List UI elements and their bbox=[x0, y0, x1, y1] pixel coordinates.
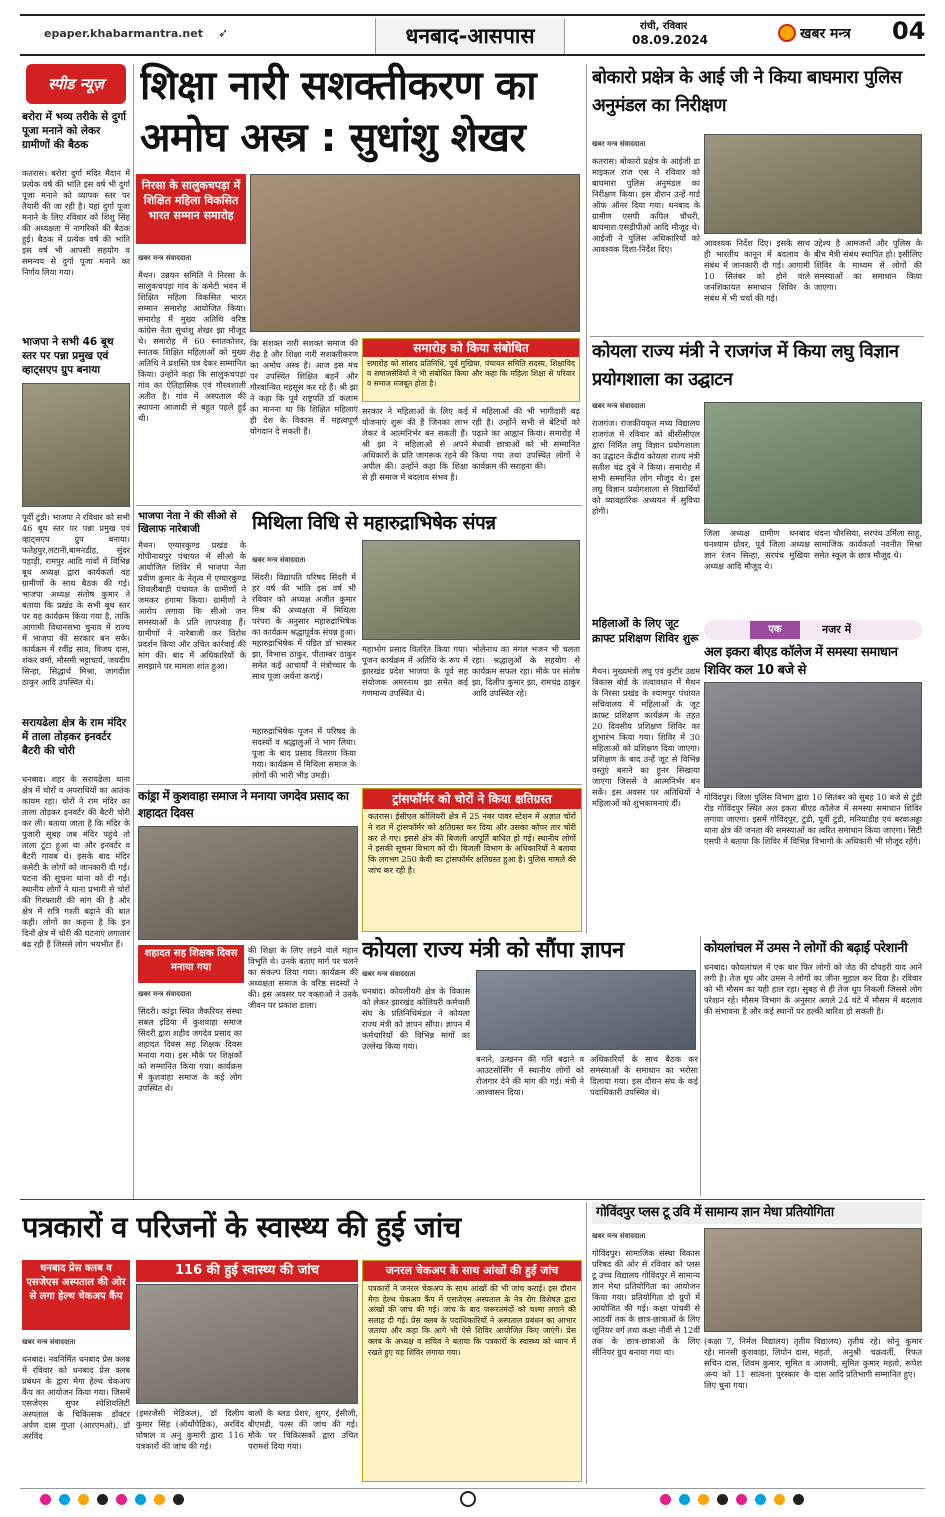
coal1-t1: धनबाद। कोयलीयरी क्षेत्र के विकास को लेकर झारखंड कोलियरी कर्मचारी संघ के प्रतिनिधिमंडल ने कोयला राज्य मंत्री को ज्ञापन सौंपा। ज्ञापन में कर्मचारियों की विभिन्न मांगों का उल्लेख किया गया। bbox=[362, 986, 470, 1051]
nazar-text: गोविंदपुर। जिला पुलिस विभाग द्वारा 10 सितंबर को सुबह 10 बजे से टुंडी रोड गोविंदपुर स्थित अल इकरा बीएड कॉलेज में समस्या समाधान शिविर लगाया जाएगा। इसमें गोविंदपुर, टुंडी, पूर्वी टुंडी, मनियाडीह एवं बरवाअड्डा थाना क्षेत्र की जनता की समस्याओं का त्वरित समाधान किया जाएगा। सिटी एसपी ने बताया कि शिविर में विभिन्न विभागों के अधिकारी भी मौजूद रहेंगे। bbox=[704, 792, 922, 846]
lead-t1: मैथन। उन्नयन समिति ने निरसा के सालुकचपड़ा गांव के कमेटी भवन में शिक्षित महिला विकसित भारत सम्मान समारोह आयोजित किया। समारोह में मुख्य अतिथि वरिष्ठ कांग्रेस नेता सुधांशु शेखर झा मौजूद थे। समारोह में 60 स्नातकोत्तर, स्नातक शिक्षित महिलाओं को मुख्य अतिथि ने प्रशस्ति पत्र देकर सम्मानित किया। उन्होंने कहा कि सालुकचपड़ा गांव का ऐतिहासिक एवं गौरवशाली अतीत है। गांव में अस्पताल की स्थापना आजादी से बहुत पहले हुई थी। bbox=[138, 270, 246, 423]
city-day: रांची, रविवार bbox=[640, 21, 688, 32]
nazar-label-1: एक bbox=[750, 621, 800, 639]
coal1-byline: खबर मन्त्र संवाददाता bbox=[362, 970, 416, 978]
col-divider-1 bbox=[133, 64, 134, 1199]
lead-t4: में महिलाओं की भी भागीदारी बढ़ रही है। उन्होंने सभी से बेटियों को पढ़ाने का आह्वान किया। समारोह में मेधावी छात्राओं को भी सम्मानित किया गया तथा उपस्थित लोगों ने कार्यक्रम की सराहना की। bbox=[472, 406, 580, 471]
speed-news-h3: सरायढेला क्षेत्र के राम मंदिर में ताला तोड़कर इनवर्टर बैटरी की चोरी bbox=[22, 717, 127, 757]
coal1-t2: बनाने, उत्खनन की गति बढ़ाने व आउटसोर्सिंग में स्थानीय लोगों को रोजगार देने की मांग की गई। मंत्री ने आश्वासन दिया। bbox=[476, 1054, 584, 1097]
registration-dot bbox=[154, 1494, 165, 1505]
coal1-photo bbox=[476, 970, 696, 1050]
registration-dot bbox=[40, 1494, 51, 1505]
speed-news-t1: कतरास। बरोरा दुर्गा मंदिर मैदान में प्रत्येक वर्ष की भांति इस वर्ष भी दुर्गा पूजा मनाने को व्यापक स्तर पर तैयारी की जा रही है। यहां दुर्गा पूजा मनाने के लिए रविवार को शिशु सिंह की अध्यक्षता में नागरिकों की बैठक हुई। बैठक में प्रत्येक वर्ष की भांति इस वर्ष भी आपसी सहयोग व समन्वय से दुर्गा पूजा मनाने का निर्णय लिया गया। bbox=[22, 168, 130, 277]
lead-box bbox=[362, 338, 580, 402]
nazar-banner bbox=[704, 620, 922, 640]
registration-dot bbox=[173, 1494, 184, 1505]
col-divider-2 bbox=[586, 64, 587, 934]
coal2-t1: राजगंज। राजकीयकृत मध्य विद्यालय राजगंज में रविवार को बीसीसीएल द्वारा निर्मित लघु विज्ञान प्रयोगशाला का उद्घाटन केंद्रीय कोयला राज्य मंत्री सतीश चंद्र दुबे ने किया। समारोह में सभी सम्मानित लोग मौजूद थे। इस लघु विज्ञान प्रयोगशाला से विद्यार्थियों को व्यावहारिक अध्ययन में सुविधा होगी। bbox=[592, 418, 700, 516]
health-t2: (इमरजेंसी मेडिकल), डॉ दिलीप कुमार सिंह (ऑर्थोपेडिक), अरविंद घोषाल व अनु कुमारी द्वारा 116 पत्रकारों की जांच की गई। bbox=[136, 1408, 244, 1451]
speed-news-t3: धनबाद। शहर के सरायढेला थाना क्षेत्र में चोरों व अपराधियों का आतंक कायम रहा। चोरों ने राम मंदिर का ताला तोड़कर इनवर्टर की बैटरी चोरी कर ली। बताया जाता है कि मंदिर के पुजारी सुबह जब मंदिर पहुंचे तो ताला टूटा हुआ था और इनवर्टर व बैटरी गायब थे। इसके बाद मंदिर कमेटी के लोगों को जानकारी दी गई। घटना की सूचना थाना को दी गई। स्थानीय लोगों ने थाना प्रभारी से चोरों की गिरफ्तारी की मांग की है और क्षेत्र में रात्रि गश्ती बढ़ाने की बात कही। लोगों का कहना है कि इन दिनों क्षेत्र में चोरी की घटनाएं लगातार बढ़ रही हैं जिससे लोग भयभीत हैं। bbox=[22, 774, 130, 949]
speed-news-logo bbox=[26, 64, 126, 104]
registration-dot bbox=[679, 1494, 690, 1505]
nazar-headline: अल इकरा बीएड कॉलेज में समस्या समाधान शिविर कल 10 बजे से bbox=[704, 645, 898, 678]
cursor-icon: ➶ bbox=[218, 26, 229, 40]
mithila-photo bbox=[362, 540, 580, 640]
registration-dot bbox=[660, 1494, 671, 1505]
kandra-headline: कांड्रा में कुशवाहा समाज ने मनाया जगदेव प्रसाद का शहादत दिवस bbox=[138, 789, 349, 820]
lead-box-text: समारोह को सांसद प्रतिनिधि, पूर्व मुखिया, पंचायत समिति सदस्य, शिक्षाविद व समाजसेवियों ने भी संबोधित किया और कहा कि महिला शिक्षा से परिवार व समाज मजबूत होता है। bbox=[367, 359, 575, 388]
footer-bar bbox=[20, 1488, 925, 1510]
registration-dots-left bbox=[40, 1494, 184, 1505]
health-box2 bbox=[362, 1260, 582, 1482]
registration-dot bbox=[717, 1494, 728, 1505]
health-box2-title: जनरल चेकअप के साथ आंखों की हुई जांच bbox=[363, 1261, 581, 1281]
registration-dot bbox=[59, 1494, 70, 1505]
quiz-photo bbox=[704, 1228, 922, 1332]
bokaro-photo bbox=[704, 134, 922, 234]
brand-logo-icon bbox=[778, 24, 796, 42]
health-box-title: 116 की हुई स्वास्थ्य की जांच bbox=[136, 1260, 358, 1282]
coal2-photo bbox=[704, 402, 922, 524]
bokaro-t1: कतरास। बोकारो प्रक्षेत्र के आईजी डा माइकल राज एस ने रविवार को बाघमारा पुलिस अनुमंडल का निरीक्षण किया। इस दौरान उन्हें गार्ड ऑफ ऑनर दिया गया। धनबाद के ग्रामीण एसपी कपिल चौधरी, बाघमारा एसडीपीओ आदि मौजूद थे। आईजी ने पुलिस अधिकारियों को आवश्यक दिशा-निर्देश दिए। bbox=[592, 156, 700, 254]
registration-dot bbox=[755, 1494, 766, 1505]
lead-byline: खबर मन्त्र संवाददाता bbox=[138, 254, 192, 262]
kandra-red: शहादत सह शिक्षक दिवस मनाया गया bbox=[138, 945, 244, 983]
mithila-t4: भोलेनाथ का मंगल भजन भी चलता रहा। श्रद्धालुओं के सहयोग से कार्यक्रम सफल रहा। मौके पर संतोष झा, दिलीप कुमार झा, रामचंद्र ठाकुर आदि उपस्थित रहे। bbox=[472, 644, 580, 698]
health-t3: वालों के ब्लड प्रेशर, शुगर, ईसीजी, बीएमडी, पल्स की जांच की गई। मौके पर चिकित्सकों द्वारा उचित परामर्श दिया गया। bbox=[248, 1408, 358, 1451]
lead-photo bbox=[250, 174, 580, 332]
mithila-t1: सिंदरी। विद्यापति परिषद सिंदरी में हर वर्ष की भांति इस वर्ष भी रविवार को अध्यक्ष अजीत कुमार मिश्र की अध्यक्षता में मिथिला परंपरा के अनुसार महारुद्राभिषेक का कार्यक्रम श्रद्धापूर्वक संपन्न हुआ। महारुद्राभिषेक में पंडित डॉ भास्कर झा, विभास ठाकुर, पीताम्बर ठाकुर समेत कई आचार्यों ने मंत्रोच्चार के साथ पूजा अर्चना कराई। bbox=[252, 572, 356, 681]
lead-box-title: समारोह को किया संबोधित bbox=[363, 339, 579, 357]
col-divider-4 bbox=[586, 1202, 587, 1484]
registration-dot bbox=[736, 1494, 747, 1505]
nazar-photo bbox=[704, 682, 922, 788]
bottom-section-rule bbox=[20, 1199, 925, 1200]
health-byline: खबर मन्त्र संवाददाता bbox=[22, 1338, 76, 1346]
date: 08.09.2024 bbox=[632, 33, 708, 47]
coal1-headline: कोयला राज्य मंत्री को सौंपा ज्ञापन bbox=[362, 938, 624, 963]
speed-news-t2: पूर्वी टुंडी। भाजपा ने रविवार को सभी 46 बूथ स्तर पर पन्ना प्रमुख एवं व्हाट्सएप ग्रुप बनाया। फतेहपुर,लटानी,बामनडीह, सुंदर पहाड़ी, रामपुर आदि गांवों में विभिन्न बूथ अध्यक्ष द्वारा कार्यकर्ता वह ग्रामीणों के साथ बैठक की गई। भाजपा अध्यक्ष संतोष कुमार ने बताया कि प्रखंड के सभी बूथ स्तर पर यह कार्यक्रम किया गया है, ताकि आगामी विधानसभा चुनाव में राज्य में भाजपा की सरकार बन सके। कार्यक्रम में रवींद्र साव, विजय दास, शंकर वर्मा, मौसमी भट्टाचार्य, जयदीप सिन्हा, सिद्धार्थ मिश्रा, जागदीश ठाकुर आदि उपस्थित थे। bbox=[22, 512, 130, 687]
coal2-t3: चंदना चौरसिया, सरपंच उर्मिला साहू, सामाजिक कार्यकर्ता नवनीत मिश्रा समेत स्कूल के छात्र मौजूद थे। bbox=[814, 528, 922, 560]
kandra-t1: सिंदरी। कांड्रा स्थित जैकरियर संस्था सबल इंडिया में कुशवाहा समाज सिंदरी द्वारा शहीद जगदेव प्रसाद का शहादत दिवस सह शिक्षक दिवस मनाया गया। इस मौके पर शिक्षकों को सम्मानित किया गया। कार्यक्रम में कुशवाहा समाज के कई लोग उपस्थित थे। bbox=[138, 1006, 242, 1093]
health-red: धनबाद प्रेस क्लब व एसजेएस अस्पताल की ओर से लगा हेल्थ चेकअप कैंप bbox=[22, 1260, 130, 1330]
lead-tag: निरसा के सालुकचपड़ा में शिक्षित महिला विकसित भारत सम्मान समारोह bbox=[136, 174, 246, 244]
bokaro-bottom-rule bbox=[590, 336, 924, 337]
quiz-byline: खबर मन्त्र संवाददाता bbox=[592, 1232, 646, 1240]
registration-dots-right bbox=[660, 1494, 804, 1505]
weather-headline: कोयलांचल में उमस ने लोगों की बढ़ाई परेशानी bbox=[704, 941, 908, 956]
quiz-headline: गोविंदपुर प्लस टू उवि में सामान्य ज्ञान मेधा प्रतियोगिता bbox=[592, 1202, 922, 1224]
mithila-headline: मिथिला विधि से महारुद्राभिषेक संपन्न bbox=[252, 512, 496, 534]
speed-news-logo-text: स्पीड न्यूज़ bbox=[48, 75, 104, 93]
coal2-t2: जिला अध्यक्ष ग्रामीण धनबाद घनश्याम ग्रोवर, पूर्व जिला अध्यक्ष ज्ञान रंजन सिन्हा, सरपंच मुखिया अध्यक्ष आदि मौजूद थे। bbox=[704, 528, 810, 571]
section-title: धनबाद-आसपास bbox=[375, 18, 565, 54]
weather-text: धनबाद। कोयलांचल में एक बार फिर लोगों को जेठ की दोपहरी याद आने लगी है। तेज धूप और उमस ने लोगों का जीना मुहाल कर दिया है। रविवार को भी मौसम का यही हाल रहा। सुबह से ही तेज धूप निकली जिससे लोग परेशान रहे। मौसम विभाग के अनुसार अगले 24 घंटे में मौसम में बदलाव की संभावना है और कई स्थानों पर हल्की बारिश हो सकती है। bbox=[704, 962, 922, 1016]
jute-headline: महिलाओं के लिए जूट क्राफ्ट प्रशिक्षण शिविर शुरू bbox=[592, 617, 699, 645]
page-header bbox=[0, 0, 945, 60]
health-t1: धनबाद। नवनिर्मित धनबाद प्रेस क्लब में रविवार को धनबाद प्रेस क्लब प्रबंधन के द्वारा मेगा हेल्थ चेकअप कैंप का आयोजन किया गया। जिसमें एसजेएस सुपर स्पेशियलिटी अस्पताल के चिकित्सक डॉक्टर अर्पण दास गुप्ता (आरएमओ), डॉ अरविंद bbox=[22, 1354, 130, 1441]
bokaro-byline: खबर मन्त्र संवाददाता bbox=[592, 140, 646, 148]
health-box2-text: पत्रकारों ने जनरल चेकअप के साथ आंखों की भी जांच कराई। इस दौरान मेगा हेल्थ चेकअप कैंप में एसजेएस अस्पताल के नेत्र रोग विशेषज्ञ द्वारा आंखों की जांच की गई। जांच के बाद जरूरतमंदों को चश्मा लगाने की सलाह दी गई। प्रेस क्लब के पदाधिकारियों ने अस्पताल प्रबंधन का आभार जताया और कहा कि आगे भी ऐसे शिविर आयोजित किए जाएंगे। प्रेस क्लब के अध्यक्ष व सचिव ने बताया कि पत्रकारों के स्वास्थ्य को ध्यान में रखते हुए यह शिविर लगाया गया। bbox=[368, 1284, 576, 1357]
col-divider-3 bbox=[700, 936, 701, 1196]
registration-dot bbox=[774, 1494, 785, 1505]
jute-text: मैथन। मुख्यमंत्री लघु एवं कुटीर उद्यम विकास बोर्ड के तत्वावधान में मैथन के निरसा प्रखंड के श्यामपुर पंचायत सचिवालय में महिलाओं के जूट क्राफ्ट प्रशिक्षण कार्यक्रम के तहत 20 दिवसीय प्रशिक्षण शिविर का शुभारंभ किया गया। शिविर में 30 महिलाओं को प्रशिक्षण दिया जाएगा। प्रशिक्षण के बाद उन्हें जूट से विभिन्न वस्तुएं बनाने का हुनर सिखाया जाएगा जिससे वे आत्मनिर्भर बन सकें। इस अवसर पर अतिथियों ने महिलाओं को शुभकामनाएं दीं। bbox=[592, 666, 700, 808]
bokaro-t3: उद्देश्य है आमजनों और पुलिस के बीच मैत्री संबंध स्थापित हो। इसीलिए शिविर के माध्यम से लोगों की समस्याओं का समाधान किया जाएगा। bbox=[814, 238, 922, 292]
lead-bottom-rule bbox=[136, 505, 582, 506]
transformer-box bbox=[362, 788, 582, 932]
transformer-text: कतरास। ईसीएल कोलियरी क्षेत्र में 25 नंबर पावर स्टेशन में अज्ञात चोरों ने रात में ट्रांसफॉर्मर को क्षतिग्रस्त कर दिया और उसका कॉपर तार चोरी कर ले गए। इससे क्षेत्र की बिजली आपूर्ति बाधित हो गई। स्थानीय लोगों ने इसकी सूचना विभाग को दी। बिजली विभाग के अधिकारियों ने बताया कि लगभग 250 केवी का ट्रांसफॉर्मर क्षतिग्रस्त हुआ है। पुलिस मामले की जांच कर रही है। bbox=[368, 812, 576, 875]
nazar-label-2: नजर में bbox=[822, 623, 852, 636]
bjp-meeting-photo bbox=[22, 383, 130, 507]
registration-target-icon bbox=[460, 1491, 476, 1507]
speed-news-h2: भाजपा ने सभी 46 बूथ स्तर पर पन्ना प्रमुख एवं व्हाट्सएप ग्रुप बनाया bbox=[22, 336, 114, 376]
brand-name: खबर मन्त्र bbox=[800, 26, 851, 42]
lead-t3: सरकार ने महिलाओं के लिए कई योजनाएं शुरू की हैं जिनका लाभ लेकर वे आत्मनिर्भर बन सकती हैं। श्री झा ने महिलाओं से अपने अधिकारों के प्रति जागरूक रहने की अपील की। उन्होंने कहा कि शिक्षा से ही समाज में बदलाव संभव है। bbox=[362, 406, 468, 482]
lead-headline: शिक्षा नारी सशक्तीकरण का अमोघ अस्त्र : सुधांशु शेखर bbox=[140, 63, 537, 161]
health-photo bbox=[136, 1284, 358, 1404]
mithila-t3: महाभोग प्रसाद वितरित किया गया। पूजन कार्यक्रम में अतिथि के रूप में झारखंड प्रदेश भाजपा के पूर्व सह संयोजक अमरनाथ झा समेत कई गणमान्य उपस्थित थे। bbox=[362, 644, 468, 698]
registration-dot bbox=[97, 1494, 108, 1505]
quiz-t3: विद्यालय) तृतीय रहे। सोनू कुमार महतो, अनुश्री चक्रवर्ती, रिफत आजमी, सुमित कुमार महतो, रूपेश दास आदि प्रतिभागी सम्मानित हुए। bbox=[814, 1336, 922, 1379]
transformer-headline: ट्रांसफॉर्मर को चोरों ने किया क्षतिग्रस्त bbox=[363, 789, 581, 809]
coal1-t3: अधिकारियों के साथ बैठक कर समस्याओं के समाधान का भरोसा दिलाया गया। इस दौरान संघ के कई पदाधिकारी उपस्थित थे। bbox=[590, 1054, 698, 1097]
quiz-t1: गोविंदपुर। सामाजिक संस्था विकास परिषद की ओर से रविवार को प्लस टू उच्च विद्यालय गोविंदपुर में सामान्य ज्ञान मेधा प्रतियोगिता का आयोजन किया गया। प्रतियोगिता दो ग्रुपों में आयोजित की गई। कक्षा पांचवीं से आठवीं तक के छात्र-छात्राओं के लिए जूनियर वर्ग तथा कक्षा नौवीं से 12वीं तक के छात्र-छात्राओं के लिए सीनियर ग्रुप बनाया गया था। bbox=[592, 1248, 700, 1357]
registration-dot bbox=[78, 1494, 89, 1505]
coal2-byline: खबर मन्त्र संवाददाता bbox=[592, 402, 646, 410]
sub-left-headline: भाजपा नेता ने की सीओ से खिलाफ नारेबाजी bbox=[138, 511, 237, 535]
registration-dot bbox=[793, 1494, 804, 1505]
kandra-byline: खबर मन्त्र संवाददाता bbox=[138, 990, 192, 998]
mithila-bottom-rule bbox=[136, 784, 582, 785]
page-number: 04 bbox=[892, 17, 926, 45]
mithila-t2: महारुद्राभिषेक पूजन में परिषद के सदस्यों व श्रद्धालुओं ने भाग लिया। पूजा के बाद प्रसाद वितरण किया गया। कार्यक्रम में मिथिला समाज के लोगों की भारी भीड़ उमड़ी। bbox=[252, 726, 356, 780]
registration-dot bbox=[698, 1494, 709, 1505]
lead-t2: कि सशक्त नारी सशक्त समाज की रीढ़ है और शिक्षा नारी सशक्तीकरण का अमोघ अस्त्र है। आज इस मंच पर उपस्थित शिक्षित बहनें और गौरवान्वित महसूस कर रहे हैं। श्री झा ने कहा कि पूर्व राष्ट्रपति डॉ कलाम का मानना था कि शिक्षित महिलाएं ही देश के विकास में महत्वपूर्ण योगदान दे सकती हैं। bbox=[250, 338, 358, 436]
registration-dot bbox=[135, 1494, 146, 1505]
mithila-byline: खबर मन्त्र संवाददाता bbox=[252, 556, 306, 564]
bokaro-t2: आवश्यक निर्देश दिए। इसके साथ ही भारतीय कानून में बदलाव के संबंध में जानकारी दी गई। आगामी 10 सितंबर को होने वाले जनशिकायत समाधान शिविर के संबंध में भी चर्चा की गई। bbox=[704, 238, 810, 303]
speed-news-h1: बरोरा में भव्य तरीके से दुर्गा पूजा मनाने को लेकर ग्रामीणों की बैठक bbox=[22, 111, 127, 151]
site-url[interactable]: epaper.khabarmantra.net bbox=[44, 27, 203, 40]
kandra-t2: की शिक्षा के लिए लड़ने वाले महान विभूति थे। उनके बताए मार्ग पर चलने का संकल्प लिया गया। कार्यक्रम की अध्यक्षता समाज के वरिष्ठ सदस्यों ने की। इस अवसर पर वक्ताओं ने उनके जीवन पर प्रकाश डाला। bbox=[248, 945, 358, 1010]
coal2-headline: कोयला राज्य मंत्री ने राजगंज में किया लघु विज्ञान प्रयोगशाला का उद्घाटन bbox=[592, 341, 899, 390]
bokaro-headline: बोकारो प्रक्षेत्र के आई जी ने किया बाघमारा पुलिस अनुमंडल का निरीक्षण bbox=[592, 67, 902, 116]
quiz-t2: (कक्षा 7, निर्मल विद्यालय) तृतीय रहे। मानसी कुशवाहा, लिपोन दास, सचिन दास, शिवम कुमार, सुमित व अन्य को 11 सांत्वना पुरस्कार के लिए चुना गया। bbox=[704, 1336, 810, 1390]
sub-left-text: मैथन। एग्यारकुण्ड प्रखंड के गोपीनाथपुर पंचायत में सीओ के आयोजित शिविर में भाजपा नेता प्रवीण कुमार के नेतृत्व में एग्यारकुण्ड शिवलीबाड़ी पंचायत के ग्रामीणों ने जमकर हंगामा किया। ग्रामीणों ने आरोप लगाया कि सीओ जन समस्याओं के प्रति लापरवाह हैं। ग्रामीणों ने नारेबाजी कर विरोध प्रदर्शन किया और उचित कार्रवाई की मांग की। बाद में अधिकारियों के समझाने पर मामला शांत हुआ। bbox=[138, 540, 246, 671]
registration-dot bbox=[116, 1494, 127, 1505]
kandra-photo bbox=[138, 826, 358, 940]
health-headline: पत्रकारों व परिजनों के स्वास्थ्य की हुई जांच bbox=[22, 1210, 461, 1244]
